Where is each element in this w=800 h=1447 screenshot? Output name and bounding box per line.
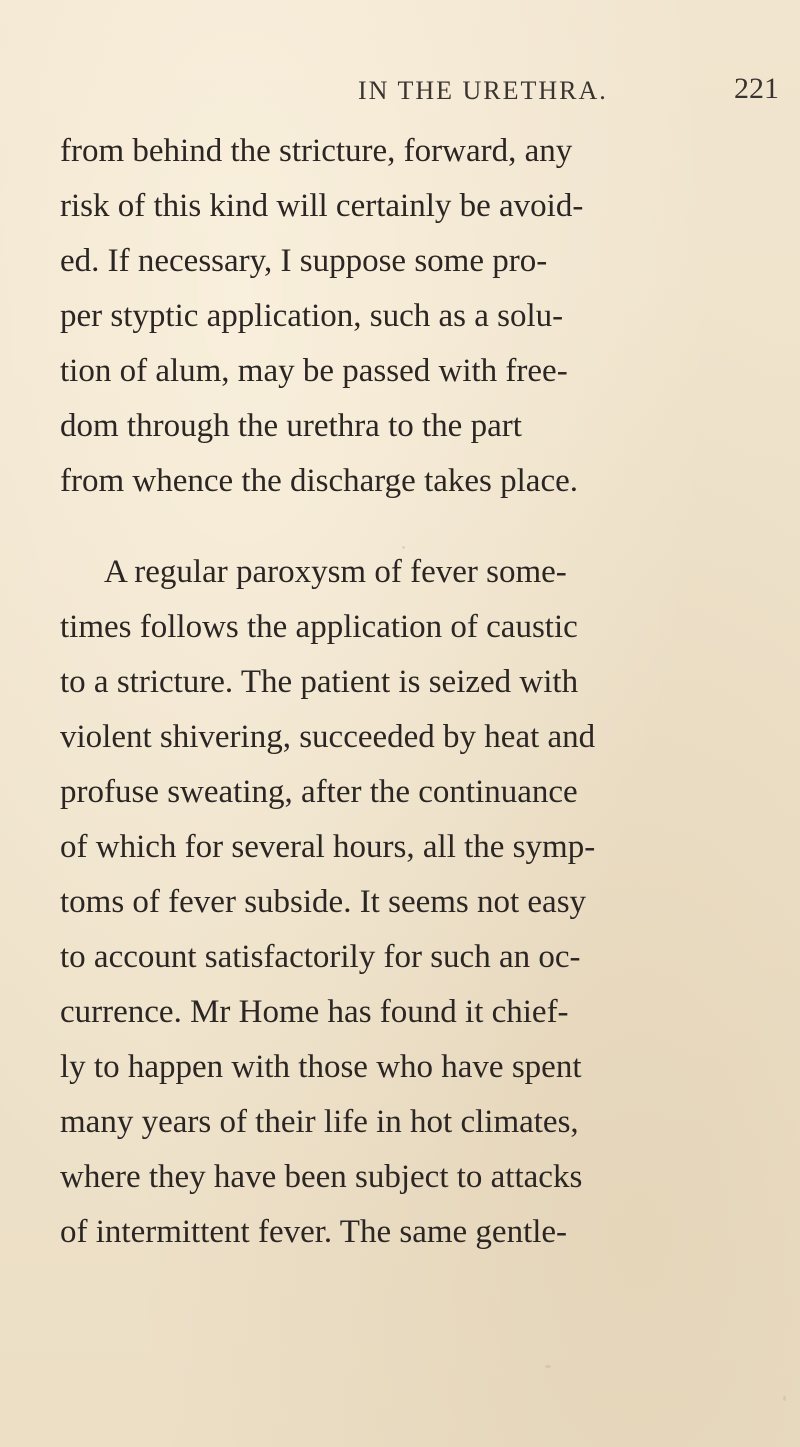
running-head xyxy=(0,62,800,110)
paper-speck xyxy=(545,1365,551,1368)
text-line: toms of fever subside. It seems not easy xyxy=(60,884,587,920)
text-line: profuse sweating, after the continuance xyxy=(60,774,578,810)
text-line: many years of their life in hot climates, xyxy=(60,1104,579,1140)
running-head-title: IN THE URETHRA. xyxy=(358,76,608,105)
text-line: of which for several hours, all the symp- xyxy=(60,829,596,865)
text-line: ed. If necessary, I suppose some pro- xyxy=(60,243,548,279)
text-line: of intermittent fever. The same gentle- xyxy=(60,1214,568,1250)
text-line: to account satisfactorily for such an oc- xyxy=(60,939,581,975)
text-line: where they have been subject to attacks xyxy=(60,1159,583,1195)
text-line: A regular paroxysm of fever some- xyxy=(104,554,567,590)
paper-speck xyxy=(402,546,405,549)
text-line: dom through the urethra to the part xyxy=(60,408,522,444)
text-line: currence. Mr Home has found it chief- xyxy=(60,994,569,1030)
body-text xyxy=(60,124,760,1260)
paper-speck xyxy=(783,1396,786,1401)
text-line: risk of this kind will certainly be avoid- xyxy=(60,188,584,224)
paragraph-2 xyxy=(60,545,760,1260)
text-line: from behind the stricture, forward, any xyxy=(60,133,573,169)
text-line: ly to happen with those who have spent xyxy=(60,1049,582,1085)
paragraph-spacer xyxy=(60,509,760,545)
text-line: times follows the application of caustic xyxy=(60,609,578,645)
text-line: from whence the discharge takes place. xyxy=(60,463,578,499)
page-number: 221 xyxy=(734,72,779,105)
text-line: per styptic application, such as a solu- xyxy=(60,298,564,334)
text-line: to a stricture. The patient is seized with xyxy=(60,664,579,700)
text-line: tion of alum, may be passed with free- xyxy=(60,353,568,389)
text-line: violent shivering, succeeded by heat and xyxy=(60,719,596,755)
paragraph-1 xyxy=(60,124,760,509)
